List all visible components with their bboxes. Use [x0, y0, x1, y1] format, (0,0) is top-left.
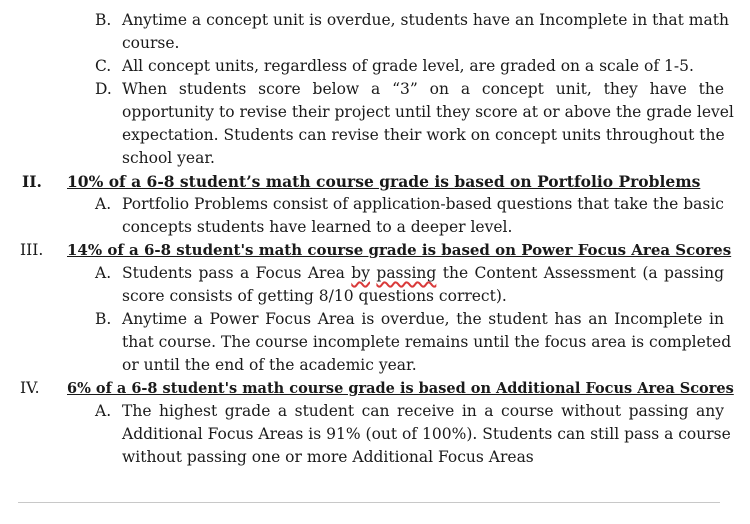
section-heading-power-focus: 14% of a 6-8 student's math course grade is based on Power Focus Area Scores — [67, 241, 732, 259]
power-focus-b-line-3: or until the end of the academic year. — [122, 356, 417, 374]
list-marker-b: B. — [95, 11, 112, 29]
text-run: Students pass a Focus Area — [122, 264, 352, 282]
additional-focus-line-1: The highest grade a student can receive in a course without passing any — [122, 402, 724, 420]
item-c-line-1: All concept units, regardless of grade level, are graded on a scale of 1-5. — [122, 57, 694, 75]
item-d-line-2: opportunity to revise their project until they score at or above the grade level — [122, 103, 734, 121]
section-numeral-iii: III. — [20, 241, 44, 259]
item-b-line-2: course. — [122, 34, 180, 52]
item-b-line-1: Anytime a concept unit is overdue, students have an Incomplete in that math — [122, 11, 729, 29]
page-divider — [18, 502, 720, 503]
power-focus-a-line-1 — [122, 262, 724, 285]
spellcheck-flag: passing — [376, 264, 437, 282]
section-heading-portfolio: 10% of a 6-8 student’s math course grade is based on Portfolio Problems — [67, 172, 701, 191]
spellcheck-flag: by — [351, 264, 370, 282]
list-marker-b: B. — [95, 310, 112, 328]
power-focus-b-line-2: that course. The course incomplete remains until the focus area is completed — [122, 333, 732, 351]
list-marker-a: A. — [95, 264, 112, 282]
section-heading-additional-focus: 6% of a 6-8 student's math course grade is based on Additional Focus Area Scores — [67, 380, 734, 397]
item-d-line-4: school year. — [122, 149, 215, 167]
power-focus-b-line-1: Anytime a Power Focus Area is overdue, the student has an Incomplete in — [122, 310, 724, 328]
list-marker-d: D. — [95, 80, 112, 98]
item-d-line-3: expectation. Students can revise their work on concept units throughout the — [122, 126, 725, 144]
portfolio-line-1: Portfolio Problems consist of application-based questions that take the basic — [122, 195, 724, 213]
power-focus-a-line-2: score consists of getting 8/10 questions correct). — [122, 287, 507, 305]
additional-focus-line-3: without passing one or more Additional Focus Areas — [122, 448, 534, 466]
list-marker-c: C. — [95, 57, 112, 75]
section-numeral-iv: IV. — [20, 379, 40, 397]
portfolio-line-2: concepts students have learned to a deeper level. — [122, 218, 513, 236]
section-numeral-ii: II. — [22, 172, 42, 191]
additional-focus-line-2: Additional Focus Areas is 91% (out of 100%). Students can still pass a course — [122, 425, 731, 443]
item-d-line-1: When students score below a “3” on a concept unit, they have the — [122, 80, 724, 98]
list-marker-a: A. — [95, 195, 112, 213]
list-marker-a: A. — [95, 402, 112, 420]
text-run: the Content Assessment (a passing — [436, 264, 724, 282]
